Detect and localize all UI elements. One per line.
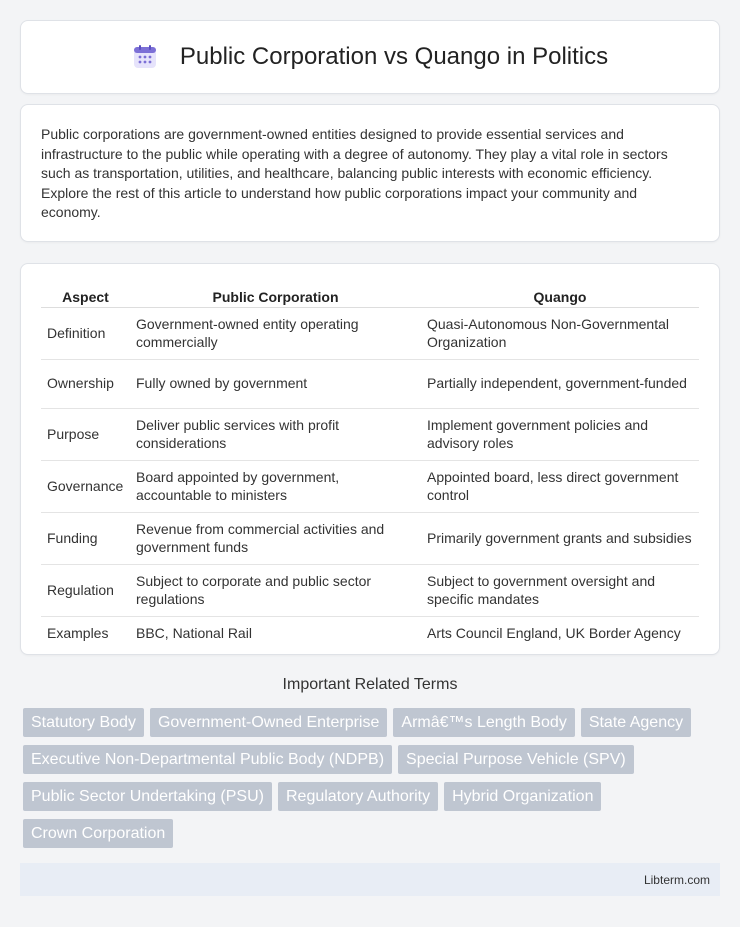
related-term-tag[interactable]: State Agency	[581, 708, 691, 737]
row-quango: Subject to government oversight and specific mandates	[421, 565, 699, 617]
row-public-corporation: Deliver public services with profit considerations	[130, 409, 421, 461]
header-aspect: Aspect	[41, 284, 130, 308]
row-aspect: Funding	[41, 513, 130, 565]
related-term-tag[interactable]: Government-Owned Enterprise	[150, 708, 387, 737]
related-term-tag[interactable]: Hybrid Organization	[444, 782, 601, 811]
related-terms-list	[23, 708, 703, 856]
row-quango: Appointed board, less direct government control	[421, 461, 699, 513]
table-row	[41, 360, 699, 409]
table-row	[41, 617, 699, 651]
related-terms-title: Important Related Terms	[282, 676, 458, 693]
intro-text: Public corporations are government-owned entities designed to provide essential services and infrastructure to the public while operating with a degree of autonomy. They play a vital role in sectors such as transportation, utilities, and healthcare, balancing public interests with economic efficiency. Explore the rest of this article to understand how public corporations impact your community and economy.	[41, 126, 668, 221]
header-quango: Quango	[421, 284, 699, 308]
related-term-tag[interactable]: Armâ€™s Length Body	[393, 708, 574, 737]
row-public-corporation: Board appointed by government, accountable to ministers	[130, 461, 421, 513]
table-row	[41, 461, 699, 513]
table-header-row	[41, 284, 699, 308]
row-aspect: Regulation	[41, 565, 130, 617]
row-quango: Arts Council England, UK Border Agency	[427, 625, 681, 641]
table-row	[41, 409, 699, 461]
related-term-tag[interactable]: Executive Non-Departmental Public Body (NDPB)	[23, 745, 392, 774]
row-quango: Primarily government grants and subsidies	[421, 513, 699, 565]
row-quango: Partially independent, government-funded	[421, 360, 699, 409]
calendar-icon	[132, 44, 158, 70]
row-quango: Quasi-Autonomous Non-Governmental Organization	[421, 308, 699, 360]
table-row	[41, 308, 699, 360]
header-public-corporation: Public Corporation	[130, 284, 421, 308]
row-public-corporation: Fully owned by government	[130, 360, 421, 409]
row-aspect: Ownership	[41, 360, 130, 409]
row-quango: Implement government policies and advisory roles	[421, 409, 699, 461]
comparison-table	[41, 284, 699, 651]
row-public-corporation: BBC, National Rail	[136, 625, 252, 641]
related-term-tag[interactable]: Statutory Body	[23, 708, 144, 737]
row-aspect: Governance	[41, 461, 130, 513]
footer	[20, 863, 720, 896]
table-row	[41, 513, 699, 565]
row-public-corporation: Revenue from commercial activities and government funds	[130, 513, 421, 565]
footer-link[interactable]: Libterm.com	[643, 873, 710, 887]
row-aspect: Definition	[41, 308, 130, 360]
row-aspect: Purpose	[41, 409, 130, 461]
related-term-tag[interactable]: Special Purpose Vehicle (SPV)	[398, 745, 634, 774]
row-public-corporation: Government-owned entity operating commercially	[130, 308, 421, 360]
page-title: Public Corporation vs Quango in Politics	[179, 43, 609, 70]
intro-card	[20, 104, 720, 242]
related-term-tag[interactable]: Public Sector Undertaking (PSU)	[23, 782, 272, 811]
row-aspect: Examples	[47, 625, 109, 641]
related-term-tag[interactable]: Regulatory Authority	[278, 782, 438, 811]
table-row	[41, 565, 699, 617]
comparison-card	[20, 263, 720, 655]
related-term-tag[interactable]: Crown Corporation	[23, 819, 173, 848]
title-card	[20, 20, 720, 94]
row-public-corporation: Subject to corporate and public sector regulations	[130, 565, 421, 617]
